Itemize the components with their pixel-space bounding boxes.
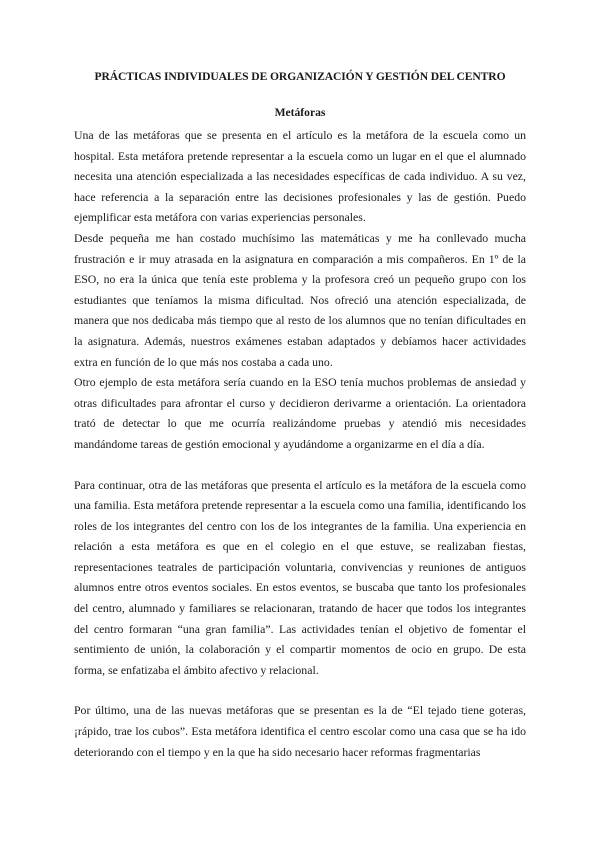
paragraph-roof-metaphor: Por último, una de las nuevas metáforas que se presentan es la de “El tejado tiene goteras, ¡rápido, trae los cubos”. Esta metáfora identifica el centro escolar como una casa que se ha ido deteriorando con el tiempo y en la que ha sido necesario hacer reformas fragmentarias	[74, 703, 526, 759]
section-heading: Metáforas	[274, 106, 326, 119]
paragraph-hospital-intro: Una de las metáforas que se presenta en el artículo es la metáfora de la escuela como un hospital. Esta metáfora pretende representar a la escuela como un lugar en el que el alumnado necesita una atención especializada a las necesidades específicas de cada individuo. A su vez, hace referencia a la separación entre las decisiones profesionales y las de gestión. Puedo ejemplificar esta metáfora con varias experiencias personales.	[74, 128, 526, 225]
paragraph-math-experience: Desde pequeña me han costado muchísimo las matemáticas y me ha conllevado mucha frustración e ir muy atrasada en la asignatura en comparación a mis compañeros. En 1º de la ESO, no era la única que tenía este problema y la profesora creó un pequeño grupo con los estudiantes que teníamos la misma dificultad. Nos ofreció una atención especializada, de manera que nos dedicaba más tiempo que al resto de los alumnos que no tenían dificultades en la asignatura. Además, nuestros exámenes estaban adaptados y debíamos hacer actividades extra en función de lo que más nos costaba a cada uno.	[74, 230, 526, 369]
document-title: PRÁCTICAS INDIVIDUALES DE ORGANIZACIÓN Y GESTIÓN DEL CENTRO	[94, 70, 506, 83]
paragraph-spacer	[74, 455, 526, 475]
document-page	[74, 70, 526, 762]
paragraph-family-metaphor: Para continuar, otra de las metáforas que presenta el artículo es la metáfora de la escuela como una familia. Esta metáfora pretende representar a la escuela como una familia, identificando los roles de los integrantes del centro con los de los integrantes de la familia. Una experiencia en relación a esta metáfora es que en el colegio en el que estuve, se realizaban fiestas, representaciones teatrales de participación voluntaria, convivencias y reuniones de antiguos alumnos entre otros eventos sociales. En estos eventos, se buscaba que tanto los profesionales del centro, alumnado y familiares se relacionaran, tratando de hacer que todos los integrantes del centro formaran “una gran familia”. Las actividades tenían el objetivo de fomentar el sentimiento de unión, la colaboración y el compartir momentos de ocio en grupo. De esta forma, se enfatizaba el ámbito afectivo y relacional.	[74, 477, 526, 677]
paragraph-orientation-experience: Otro ejemplo de esta metáfora sería cuando en la ESO tenía muchos problemas de ansiedad y otras dificultades para afrontar el curso y decidieron derivarme a orientación. La orientadora trató de detectar lo que me ocurría realizándome pruebas y atendió mis necesidades mandándome tareas de gestión emocional y ayudándome a organizarme en el día a día.	[74, 375, 526, 451]
paragraph-spacer	[74, 680, 526, 700]
